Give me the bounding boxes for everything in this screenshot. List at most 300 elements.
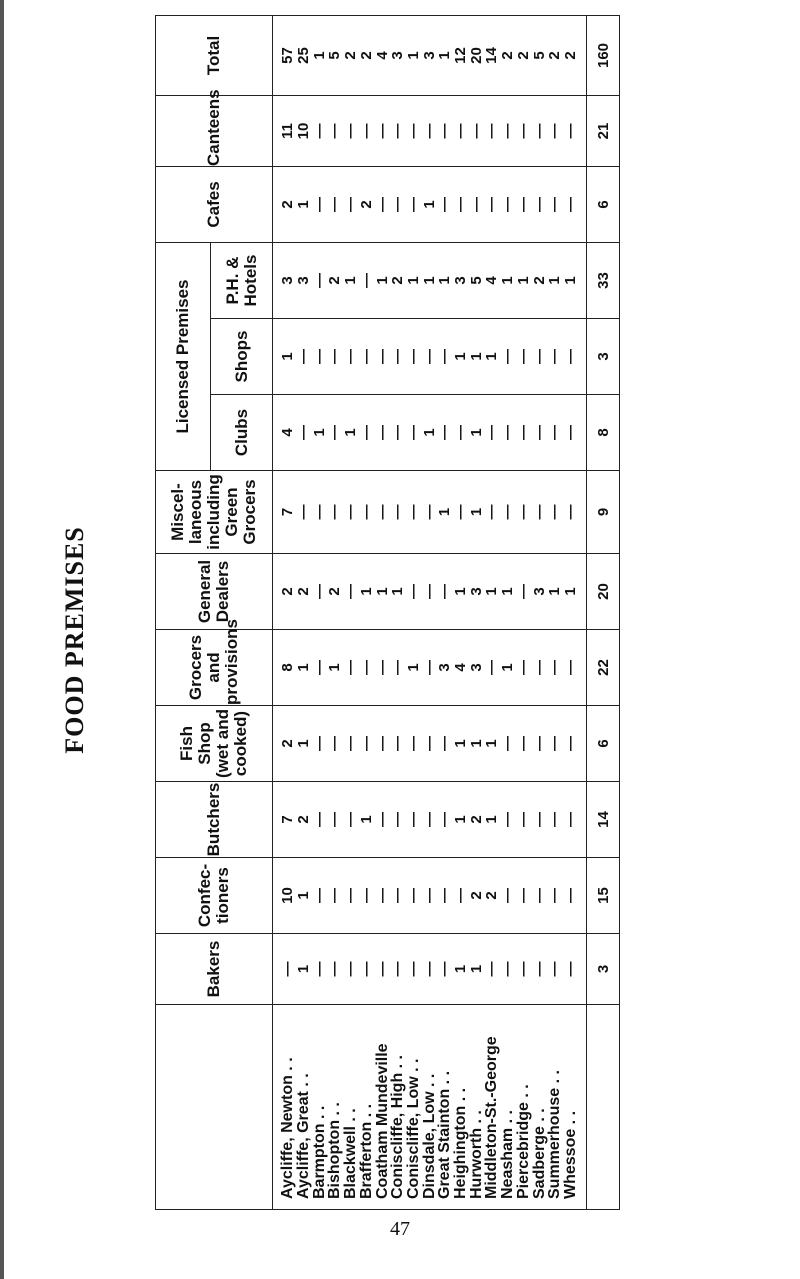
place-name: Coniscliffe, High . .: [389, 1054, 407, 1199]
cell-value: —: [279, 961, 297, 977]
cell-value: 2: [279, 200, 297, 209]
place-name: Sadberge . .: [530, 1108, 548, 1199]
cell-value: —: [483, 123, 501, 139]
place-name: Great Stainton . .: [436, 1070, 454, 1199]
cell-value: —: [546, 504, 564, 520]
cell-value: —: [499, 196, 517, 212]
cell-value: 4: [373, 51, 391, 60]
cell-value: —: [404, 504, 422, 520]
cell-value: —: [530, 812, 548, 827]
cell-value: 14: [483, 47, 501, 64]
cell-value: —: [452, 196, 470, 212]
cell-value: —: [404, 584, 422, 599]
cafes-values: [273, 166, 587, 242]
cell-value: —: [436, 123, 454, 139]
cell-value: —: [561, 196, 579, 212]
cell-value: 2: [357, 51, 375, 60]
cell-value: 2: [530, 276, 548, 285]
place-name: Heighington . .: [452, 1087, 470, 1199]
cell-value: —: [373, 123, 391, 139]
cell-value: —: [373, 961, 391, 977]
cell-value: 1: [467, 964, 485, 974]
cell-value: —: [373, 736, 391, 751]
total-shops: 3: [587, 319, 620, 395]
ph-hotels-values: [273, 242, 587, 318]
cell-value: —: [310, 736, 328, 751]
cell-value: 1: [295, 964, 313, 974]
header-licensed-premises: Licensed Premises: [156, 242, 211, 470]
header-place: [156, 1005, 273, 1210]
cell-value: —: [514, 425, 532, 440]
cell-value: —: [326, 349, 344, 364]
cell-value: —: [326, 504, 344, 520]
cell-value: 1: [483, 587, 501, 596]
cell-value: 2: [279, 587, 297, 596]
cell-value: —: [326, 196, 344, 212]
cell-value: —: [546, 812, 564, 827]
cell-value: —: [561, 425, 579, 440]
cell-value: —: [389, 504, 407, 520]
cell-value: 8: [279, 663, 297, 672]
header-general-dealers: General Dealers: [156, 554, 273, 630]
cell-value: —: [373, 349, 391, 364]
cell-value: 3: [295, 276, 313, 285]
cell-value: —: [342, 812, 360, 827]
cell-value: —: [420, 349, 438, 364]
cell-value: —: [310, 349, 328, 364]
cell-value: 1: [483, 352, 501, 361]
canteens-values: [273, 95, 587, 166]
total-confectioners: 15: [587, 858, 620, 934]
cell-value: —: [561, 812, 579, 827]
cell-value: —: [546, 349, 564, 364]
cell-value: 1: [295, 739, 313, 748]
cell-value: 4: [279, 428, 297, 437]
cell-value: —: [357, 425, 375, 440]
cell-value: —: [404, 888, 422, 903]
cell-value: —: [373, 425, 391, 440]
cell-value: —: [514, 660, 532, 675]
cell-value: —: [357, 123, 375, 139]
header-shops: Shops: [211, 319, 273, 395]
cell-value: —: [420, 584, 438, 599]
cell-value: 1: [373, 587, 391, 596]
cell-value: —: [342, 123, 360, 139]
cell-value: —: [342, 888, 360, 903]
cell-value: 1: [467, 428, 485, 437]
cell-value: —: [499, 736, 517, 751]
cell-value: 2: [561, 51, 579, 60]
cell-value: —: [373, 812, 391, 827]
cell-value: 57: [279, 47, 297, 64]
cell-value: 1: [326, 663, 344, 672]
cell-value: 2: [326, 587, 344, 596]
cell-value: 3: [467, 663, 485, 672]
cell-value: —: [342, 961, 360, 977]
cell-value: 1: [404, 663, 422, 672]
cell-value: —: [499, 812, 517, 827]
total-grand: 160: [587, 15, 620, 95]
cell-value: —: [420, 660, 438, 675]
page-number: 47: [390, 1218, 410, 1240]
cell-value: 2: [514, 51, 532, 60]
cell-value: 1: [452, 352, 470, 361]
cell-value: —: [452, 504, 470, 520]
cell-value: 2: [279, 739, 297, 748]
cell-value: 20: [467, 47, 485, 64]
cell-value: —: [389, 660, 407, 675]
total-clubs: 8: [587, 395, 620, 471]
total-butchers: 14: [587, 782, 620, 858]
total-canteens: 21: [587, 95, 620, 166]
cell-value: 2: [546, 51, 564, 60]
cell-value: —: [514, 196, 532, 212]
cell-value: —: [546, 660, 564, 675]
cell-value: —: [342, 196, 360, 212]
cell-value: —: [389, 123, 407, 139]
cell-value: 12: [452, 47, 470, 64]
general-dealers-values: [273, 554, 587, 630]
cell-value: —: [357, 736, 375, 751]
cell-value: —: [452, 888, 470, 903]
cell-value: 25: [295, 47, 313, 64]
total-cafes: 6: [587, 166, 620, 242]
page-edge-bar: [0, 0, 4, 1279]
cell-value: 2: [389, 276, 407, 285]
cell-value: —: [295, 425, 313, 440]
cell-value: 1: [467, 739, 485, 748]
cell-value: —: [310, 961, 328, 977]
cell-value: —: [546, 888, 564, 903]
cell-value: —: [373, 504, 391, 520]
cell-value: 4: [452, 663, 470, 672]
cell-value: —: [404, 123, 422, 139]
header-grocers: Grocers and provisions: [156, 630, 273, 706]
cell-value: —: [530, 425, 548, 440]
cell-value: —: [483, 504, 501, 520]
cell-value: —: [483, 660, 501, 675]
cell-value: —: [436, 349, 454, 364]
cell-value: —: [357, 888, 375, 903]
cell-value: —: [546, 425, 564, 440]
cell-value: —: [546, 196, 564, 212]
cell-value: 1: [467, 352, 485, 361]
cell-value: —: [310, 123, 328, 139]
cell-value: 1: [295, 663, 313, 672]
cell-value: —: [310, 812, 328, 827]
cell-value: 10: [279, 887, 297, 904]
total-fish-shop: 6: [587, 706, 620, 782]
place-name: Piercebridge . .: [514, 1084, 532, 1199]
cell-value: 2: [499, 51, 517, 60]
cell-value: —: [389, 349, 407, 364]
cell-value: 3: [436, 663, 454, 672]
place-name: Neasham . .: [499, 1110, 517, 1199]
cell-value: 1: [436, 51, 454, 60]
cell-value: 2: [295, 587, 313, 596]
cell-value: —: [561, 349, 579, 364]
cell-value: 1: [546, 276, 564, 285]
cell-value: —: [530, 349, 548, 364]
butchers-values: [273, 782, 587, 858]
cell-value: —: [342, 349, 360, 364]
cell-value: —: [326, 123, 344, 139]
cell-value: 1: [452, 587, 470, 596]
cell-value: —: [342, 736, 360, 751]
cell-value: —: [357, 504, 375, 520]
cell-value: —: [436, 888, 454, 903]
cell-value: —: [436, 196, 454, 212]
cell-value: 1: [310, 428, 328, 437]
cell-value: 4: [483, 276, 501, 285]
place-name: Hurworth . .: [467, 1110, 485, 1199]
cell-value: —: [326, 961, 344, 977]
cell-value: 1: [452, 815, 470, 824]
cell-value: 1: [389, 587, 407, 596]
cell-value: —: [530, 736, 548, 751]
cell-value: —: [530, 196, 548, 212]
cell-value: 1: [499, 663, 517, 672]
rotated-table-wrapper: [155, 35, 620, 1210]
place-name: Dinsdale, Low . .: [420, 1073, 438, 1199]
cell-value: —: [357, 349, 375, 364]
cell-value: 1: [561, 276, 579, 285]
cell-value: —: [404, 425, 422, 440]
totals-row: [587, 15, 620, 1209]
cell-value: —: [561, 736, 579, 751]
cell-value: 3: [452, 276, 470, 285]
cell-value: —: [357, 961, 375, 977]
cell-value: —: [310, 888, 328, 903]
cell-value: —: [295, 504, 313, 520]
cell-value: —: [404, 961, 422, 977]
header-canteens: Canteens: [156, 95, 273, 166]
shops-values: [273, 319, 587, 395]
confectioners-values: [273, 858, 587, 934]
cell-value: —: [514, 961, 532, 977]
cell-value: 2: [467, 891, 485, 900]
cell-value: 1: [279, 352, 297, 361]
cell-value: 11: [279, 123, 297, 139]
cell-value: —: [420, 504, 438, 520]
place-name: Blackwell . .: [342, 1108, 360, 1199]
cell-value: —: [373, 660, 391, 675]
cell-value: —: [467, 196, 485, 212]
totals-label: [587, 1005, 620, 1210]
cell-value: 2: [467, 815, 485, 824]
cell-value: —: [326, 736, 344, 751]
places-cell: [273, 1005, 587, 1210]
cell-value: —: [342, 584, 360, 599]
cell-value: —: [530, 888, 548, 903]
cell-value: 1: [420, 276, 438, 285]
cell-value: —: [499, 888, 517, 903]
cell-value: —: [436, 812, 454, 827]
cell-value: —: [499, 961, 517, 977]
cell-value: —: [499, 123, 517, 139]
cell-value: —: [342, 660, 360, 675]
cell-value: —: [420, 961, 438, 977]
cell-value: —: [389, 196, 407, 212]
cell-value: —: [546, 961, 564, 977]
total-bakers: 3: [587, 934, 620, 1005]
cell-value: 1: [310, 51, 328, 60]
cell-value: —: [420, 736, 438, 751]
cell-value: 1: [342, 276, 360, 285]
place-name: Bishopton . .: [326, 1102, 344, 1199]
cell-value: 1: [420, 200, 438, 209]
cell-value: —: [326, 425, 344, 440]
grocers-values: [273, 630, 587, 706]
cell-value: 1: [436, 507, 454, 517]
cell-value: 7: [279, 507, 297, 517]
cell-value: 1: [546, 587, 564, 596]
cell-value: —: [310, 584, 328, 599]
cell-value: —: [499, 349, 517, 364]
cell-value: —: [452, 123, 470, 139]
header-ph-hotels: P.H. & Hotels: [211, 242, 273, 318]
place-name: Coniscliffe, Low . .: [404, 1058, 422, 1199]
place-name: Middleton-St.-George: [483, 1036, 501, 1199]
cell-value: —: [404, 812, 422, 827]
cell-value: —: [326, 812, 344, 827]
cell-value: —: [483, 425, 501, 440]
cell-value: 1: [295, 200, 313, 209]
cell-value: 2: [295, 815, 313, 824]
cell-value: —: [389, 961, 407, 977]
cell-value: 1: [483, 739, 501, 748]
cell-value: 1: [452, 964, 470, 974]
cell-value: —: [310, 504, 328, 520]
cell-value: 3: [279, 276, 297, 285]
cell-value: —: [483, 196, 501, 212]
header-clubs: Clubs: [211, 395, 273, 471]
total-general-dealers: 20: [587, 554, 620, 630]
total-miscellaneous: 9: [587, 471, 620, 554]
cell-value: —: [389, 425, 407, 440]
cell-value: —: [530, 961, 548, 977]
cell-value: 1: [342, 428, 360, 437]
cell-value: —: [514, 123, 532, 139]
header-confectioners: Confec-tioners: [156, 858, 273, 934]
cell-value: —: [467, 123, 485, 139]
cell-value: —: [546, 123, 564, 139]
cell-value: 2: [326, 276, 344, 285]
cell-value: 5: [467, 276, 485, 285]
cell-value: —: [326, 888, 344, 903]
cell-value: 3: [467, 587, 485, 596]
place-name: Coatham Mundeville: [373, 1043, 391, 1199]
cell-value: 2: [357, 200, 375, 209]
cell-value: 2: [342, 51, 360, 60]
total-grocers: 22: [587, 630, 620, 706]
cell-value: —: [483, 961, 501, 977]
cell-value: —: [420, 812, 438, 827]
page-side-title: FOOD PREMISES: [60, 526, 89, 754]
cell-value: 1: [404, 51, 422, 60]
cell-value: —: [530, 660, 548, 675]
cell-value: —: [514, 504, 532, 520]
miscellaneous-values: [273, 471, 587, 554]
cell-value: 2: [483, 891, 501, 900]
place-name: Summerhouse . .: [546, 1070, 564, 1199]
cell-value: —: [514, 736, 532, 751]
clubs-values: [273, 395, 587, 471]
cell-value: —: [420, 888, 438, 903]
cell-value: —: [295, 349, 313, 364]
cell-value: —: [561, 123, 579, 139]
cell-value: 1: [561, 587, 579, 596]
cell-value: —: [310, 196, 328, 212]
cell-value: 1: [420, 428, 438, 437]
header-row-top: [156, 15, 211, 1209]
body-row: [273, 15, 587, 1209]
cell-value: —: [514, 888, 532, 903]
fish-shop-values: [273, 706, 587, 782]
cell-value: 3: [389, 51, 407, 60]
cell-value: 3: [420, 51, 438, 60]
cell-value: —: [389, 736, 407, 751]
header-bakers: Bakers: [156, 934, 273, 1005]
place-name: Whessoe . .: [561, 1110, 579, 1199]
place-name: Barmpton . .: [310, 1105, 328, 1199]
cell-value: 1: [499, 276, 517, 285]
header-miscellaneous: Miscel-laneous including Green Grocers: [156, 471, 273, 554]
cell-value: —: [373, 888, 391, 903]
cell-value: 10: [295, 122, 313, 140]
cell-value: —: [561, 961, 579, 977]
cell-value: —: [499, 425, 517, 440]
cell-value: 1: [452, 739, 470, 748]
cell-value: —: [514, 349, 532, 364]
cell-value: —: [404, 196, 422, 212]
cell-value: —: [436, 961, 454, 977]
cell-value: —: [546, 736, 564, 751]
cell-value: —: [420, 123, 438, 139]
cell-value: —: [530, 123, 548, 139]
food-premises-table: [155, 15, 620, 1210]
cell-value: —: [530, 504, 548, 520]
header-fish-shop: Fish Shop (wet and cooked): [156, 706, 273, 782]
cell-value: —: [357, 273, 375, 288]
total-ph-hotels: 33: [587, 242, 620, 318]
cell-value: —: [436, 736, 454, 751]
cell-value: —: [452, 425, 470, 440]
cell-value: 1: [467, 507, 485, 517]
cell-value: 5: [530, 51, 548, 60]
cell-value: 1: [499, 587, 517, 596]
cell-value: —: [404, 736, 422, 751]
place-name: Brafferton . .: [357, 1103, 375, 1199]
cell-value: —: [373, 196, 391, 212]
place-name: Aycliffe, Great . .: [295, 1073, 313, 1199]
cell-value: —: [514, 584, 532, 599]
cell-value: 1: [404, 276, 422, 285]
cell-value: —: [404, 349, 422, 364]
cell-value: —: [499, 504, 517, 520]
total-values: [273, 15, 587, 95]
cell-value: —: [436, 584, 454, 599]
cell-value: —: [561, 888, 579, 903]
cell-value: —: [310, 660, 328, 675]
cell-value: —: [561, 504, 579, 520]
cell-value: —: [310, 273, 328, 288]
header-cafes: Cafes: [156, 166, 273, 242]
header-butchers: Butchers: [156, 782, 273, 858]
cell-value: 1: [373, 276, 391, 285]
cell-value: 7: [279, 815, 297, 824]
cell-value: —: [514, 812, 532, 827]
